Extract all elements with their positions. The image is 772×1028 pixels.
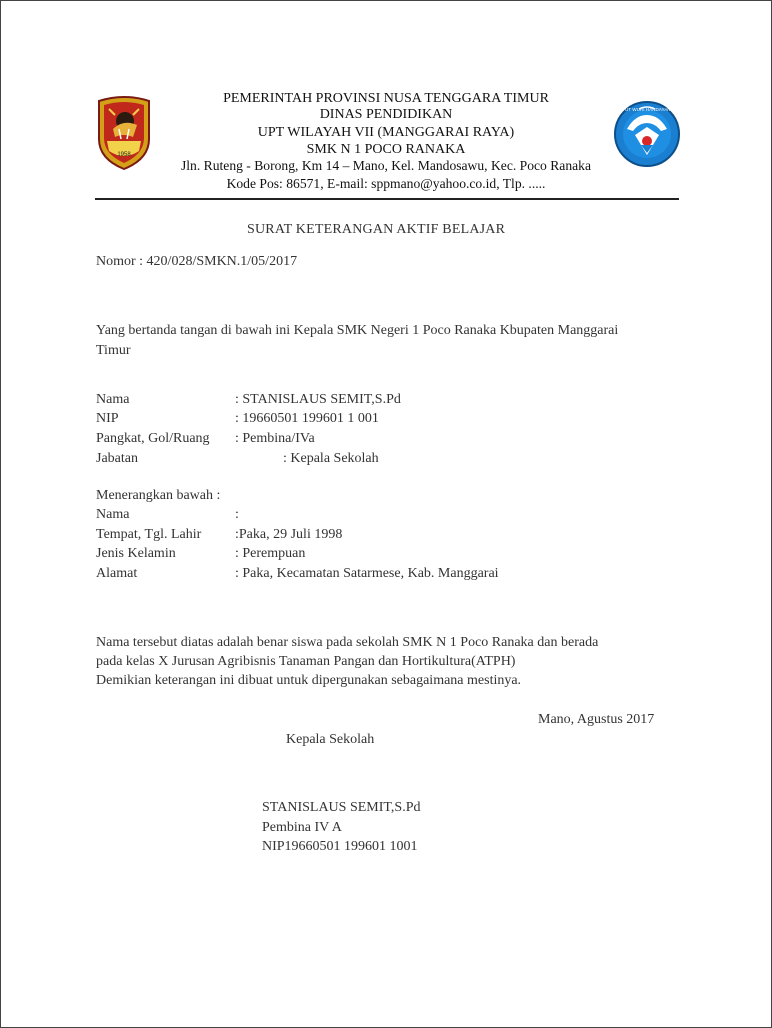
signer-rank-label: Pangkat, Gol/Ruang bbox=[96, 431, 210, 446]
student-gender-value: : Perempuan bbox=[235, 546, 306, 561]
body-line-3: Demikian keterangan ini dibuat untuk dipergunakan sebagaimana mestinya. bbox=[96, 673, 522, 688]
signature-name: STANISLAUS SEMIT,S.Pd bbox=[262, 800, 421, 815]
signature-nip: NIP19660501 199601 1001 bbox=[262, 839, 418, 854]
province-emblem-icon bbox=[95, 95, 153, 171]
student-address-value: : Paka, Kecamatan Satarmese, Kab. Manggarai bbox=[235, 566, 499, 581]
student-heading: Menerangkan bawah : bbox=[96, 488, 221, 503]
signature-role: Kepala Sekolah bbox=[286, 732, 375, 747]
signer-rank-value: : Pembina/IVa bbox=[235, 431, 315, 446]
emblem-year-text: 1958 bbox=[117, 152, 131, 158]
letterhead-contact: Kode Pos: 86571, E-mail: sppmano@yahoo.co.id, Tlp. ..... bbox=[226, 176, 546, 191]
signer-position-label: Jabatan bbox=[96, 451, 138, 466]
letterhead-line-1: PEMERINTAH PROVINSI NUSA TENGGARA TIMUR bbox=[223, 91, 549, 106]
student-birth-value: :Paka, 29 Juli 1998 bbox=[235, 527, 343, 542]
student-gender-label: Jenis Kelamin bbox=[96, 546, 176, 561]
intro-line-1: Yang bertanda tangan di bawah ini Kepala SMK Negeri 1 Poco Ranaka Kbupaten Manggarai bbox=[96, 323, 619, 338]
letterhead bbox=[151, 91, 621, 201]
intro-line-2: Timur bbox=[96, 343, 131, 358]
signer-name-label: Nama bbox=[96, 392, 130, 407]
signer-nip-label: NIP bbox=[96, 411, 119, 426]
place-date: Mano, Agustus 2017 bbox=[538, 712, 655, 727]
letter-title: SURAT KETERANGAN AKTIF BELAJAR bbox=[247, 222, 506, 237]
student-address-label: Alamat bbox=[96, 566, 138, 581]
logo-motto-text: TUT WURI HANDAYANI bbox=[622, 107, 672, 112]
signer-name-value: : STANISLAUS SEMIT,S.Pd bbox=[235, 392, 401, 407]
letterhead-line-2: DINAS PENDIDIKAN bbox=[319, 107, 453, 122]
letterhead-address: Jln. Ruteng - Borong, Km 14 – Mano, Kel. Mandosawu, Kec. Poco Ranaka bbox=[180, 158, 592, 173]
letterhead-line-3: UPT WILAYAH VII (MANGGARAI RAYA) bbox=[257, 125, 515, 140]
signer-nip-value: : 19660501 199601 1 001 bbox=[235, 411, 379, 426]
letterhead-line-4: SMK N 1 POCO RANAKA bbox=[306, 142, 466, 157]
letterhead-divider bbox=[95, 198, 679, 200]
tut-wuri-handayani-logo-icon bbox=[613, 95, 681, 173]
letter-number: Nomor : 420/028/SMKN.1/05/2017 bbox=[96, 254, 298, 269]
body-line-2: pada kelas X Jurusan Agribisnis Tanaman Pangan dan Hortikultura(ATPH) bbox=[96, 654, 516, 669]
signature-rank: Pembina IV A bbox=[262, 820, 342, 835]
student-name-value: : bbox=[235, 507, 239, 522]
student-name-label: Nama bbox=[96, 507, 130, 522]
body-line-1: Nama tersebut diatas adalah benar siswa pada sekolah SMK N 1 Poco Ranaka dan berada bbox=[96, 635, 599, 650]
signer-position-value: : Kepala Sekolah bbox=[283, 451, 379, 466]
student-birth-label: Tempat, Tgl. Lahir bbox=[96, 527, 202, 542]
